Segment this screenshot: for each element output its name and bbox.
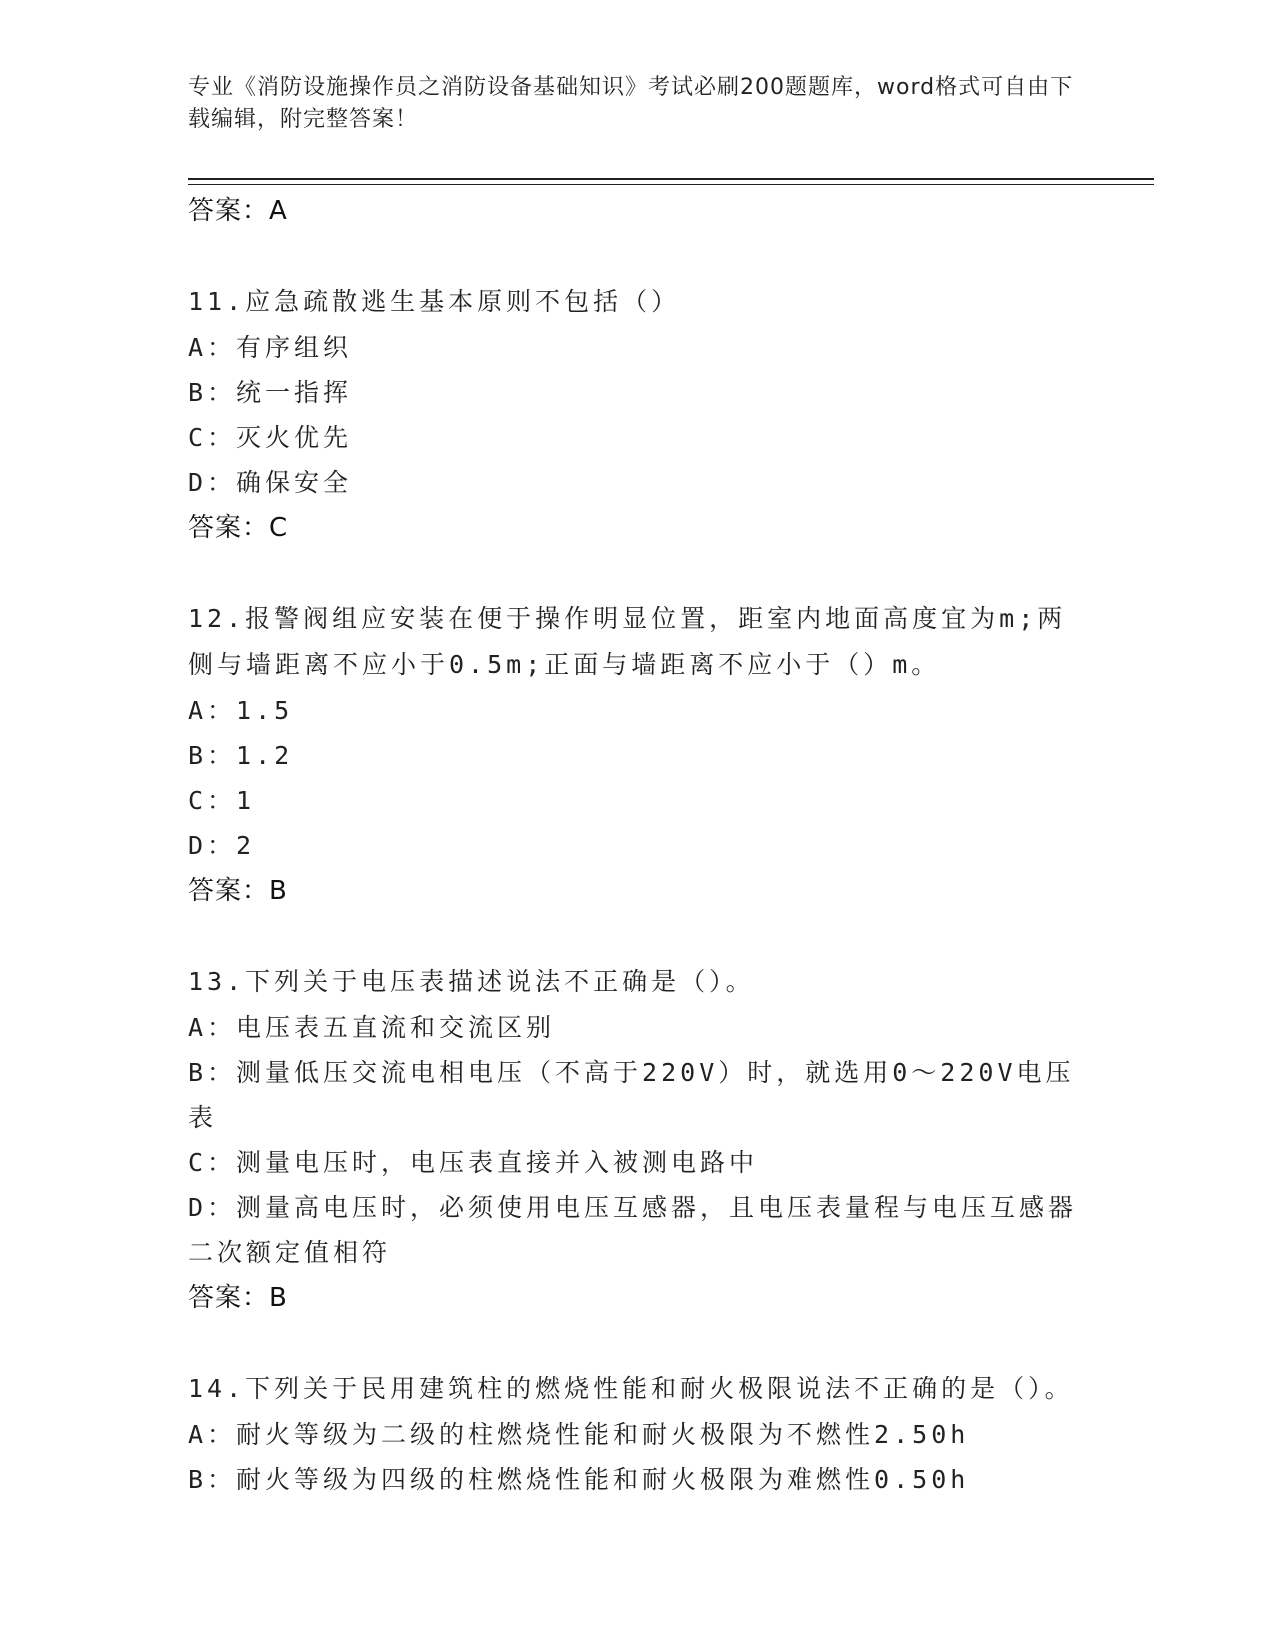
question-stem: 11.应急疏散逃生基本原则不包括（）	[188, 287, 681, 316]
option-d: D：2	[188, 831, 256, 860]
option-c: C：灭火优先	[188, 423, 353, 452]
question-stem: 12.报警阀组应安装在便于操作明显位置，距室内地面高度宜为m;两侧与墙距离不应小于0.5m;正面与墙距离不应小于（）m。	[188, 604, 1067, 679]
question-14	[188, 1366, 1088, 1502]
option-d: D：测量高电压时，必须使用电压互感器，且电压表量程与电压互感器二次额定值相符	[188, 1193, 1078, 1267]
header-divider-thin	[188, 184, 1154, 185]
header-divider-thick	[188, 178, 1154, 180]
question-11	[188, 279, 1088, 551]
option-b: B：测量低压交流电相电压（不高于220V）时，就选用0～220V电压表	[188, 1058, 1075, 1132]
question-12	[188, 596, 1088, 914]
option-a: A：1.5	[188, 696, 294, 725]
answer-line: 答案：C	[188, 513, 289, 543]
answer-line: 答案：B	[188, 876, 288, 906]
option-a: A：有序组织	[188, 333, 353, 362]
question-13	[188, 959, 1088, 1321]
question-stem: 13.下列关于电压表描述说法不正确是（）。	[188, 967, 755, 996]
option-a: A：电压表五直流和交流区别	[188, 1013, 556, 1042]
option-d: D：确保安全	[188, 468, 353, 497]
question-list	[188, 188, 1088, 1502]
option-c: C：1	[188, 786, 256, 815]
question-stem: 14.下列关于民用建筑柱的燃烧性能和耐火极限说法不正确的是（）。	[188, 1374, 1074, 1403]
option-b: B：1.2	[188, 741, 294, 770]
option-c: C：测量电压时，电压表直接并入被测电路中	[188, 1148, 759, 1177]
option-b: B：耐火等级为四级的柱燃烧性能和耐火极限为难燃性0.50h	[188, 1465, 970, 1494]
option-b: B：统一指挥	[188, 378, 353, 407]
option-a: A：耐火等级为二级的柱燃烧性能和耐火极限为不燃性2.50h	[188, 1420, 970, 1449]
document-header: 专业《消防设施操作员之消防设备基础知识》考试必刷200题题库，word格式可自由下载编辑，附完整答案！	[188, 75, 1074, 132]
previous-answer: 答案：A	[188, 196, 288, 226]
answer-line: 答案：B	[188, 1283, 288, 1313]
